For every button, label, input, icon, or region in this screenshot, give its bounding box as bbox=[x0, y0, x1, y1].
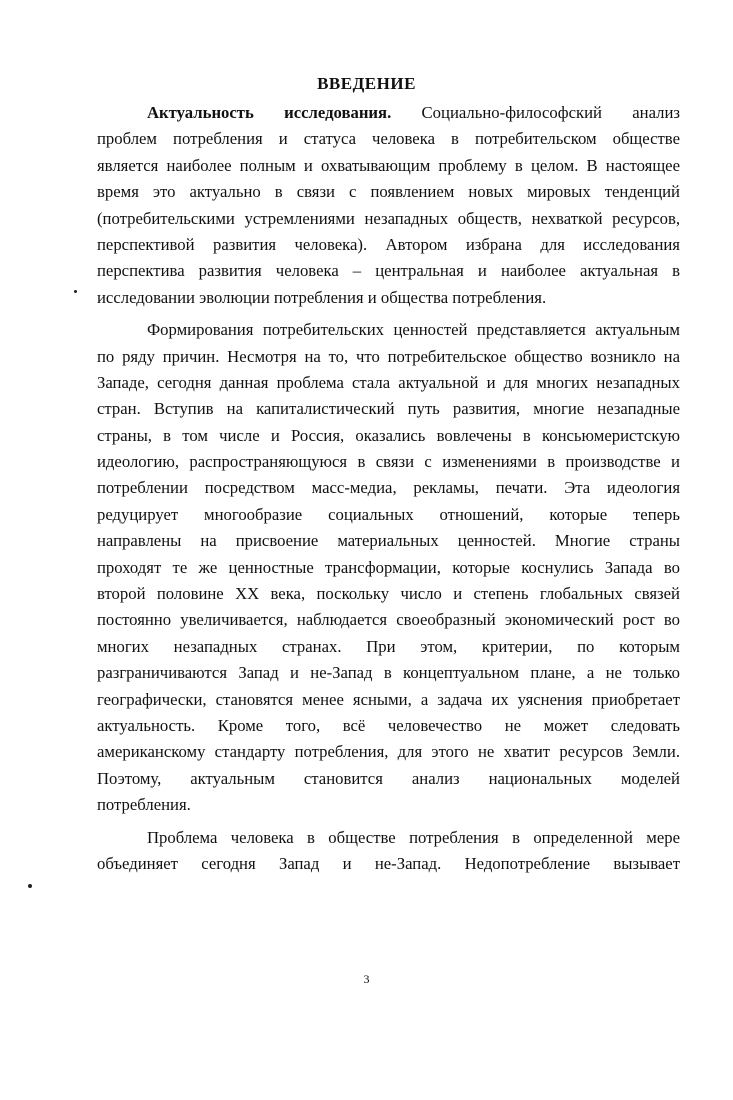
paragraph-3-line-1: Проблема человека в обществе потребления в определенной мере bbox=[147, 827, 680, 847]
paragraph-2-line: второй половине XX века, поскольку число и степень глобальных связей bbox=[97, 584, 680, 604]
page-number: 3 bbox=[363, 972, 370, 986]
paragraph-1-line: проблем потребления и статуса человека в потребительском обществе bbox=[97, 129, 680, 149]
paragraph-2-line: стран. Вступив на капиталистический путь развития, многие незападные bbox=[97, 399, 680, 419]
paragraph-3-line: объединяет сегодня Запад и не-Запад. Недопотребление вызывает bbox=[97, 853, 680, 873]
paragraph-2-line: потреблении посредством масс-медиа, рекламы, печати. Эта идеология bbox=[97, 478, 680, 498]
paragraph-2-line: проходят те же ценностные трансформации, которые коснулись Запада во bbox=[97, 557, 680, 577]
scan-speck bbox=[28, 884, 32, 888]
paragraph-2-line: разграничиваются Запад и не-Запад в концептуальном плане, а не только bbox=[97, 663, 680, 683]
paragraph-2-line: актуальность. Кроме того, всё человечество не может следовать bbox=[97, 715, 680, 735]
body-text bbox=[97, 100, 680, 877]
paragraph-2-line: американскому стандарту потребления, для этого не хватит ресурсов Земли. bbox=[97, 742, 680, 762]
paragraph-1-line: перспективой развития человека). Автором избрана для исследования bbox=[97, 234, 680, 254]
paragraph-2-line: многих незападных странах. При этом, критерии, по которым bbox=[97, 636, 680, 656]
paragraph-1-line: является наиболее полным и охватывающим проблему в целом. В настоящее bbox=[97, 155, 680, 175]
paragraph-1-line: исследовании эволюции потребления и общества потребления. bbox=[97, 287, 547, 307]
paragraph-1-line-1: Актуальность исследования. Социально-философский анализ bbox=[147, 103, 680, 122]
paragraph-2-line: географически, становятся менее ясными, а задача их уяснения приобретает bbox=[97, 689, 680, 709]
paragraph-2-line-1: Формирования потребительских ценностей представляется актуальным bbox=[147, 320, 680, 340]
paragraph-2-line: идеологию, распространяющуюся в связи с изменениями в производстве и bbox=[97, 452, 680, 472]
paragraph-2-line: Поэтому, актуальным становится анализ национальных моделей bbox=[97, 768, 680, 788]
page-title: ВВЕДЕНИЕ bbox=[317, 74, 416, 93]
paragraph-2-line: постоянно увеличивается, наблюдается своеобразный экономический рост во bbox=[97, 610, 680, 630]
scan-speck bbox=[74, 290, 77, 293]
paragraph-1-line: (потребительскими устремлениями незападных обществ, нехваткой ресурсов, bbox=[97, 208, 680, 228]
lead-bold: Актуальность исследования. bbox=[147, 103, 392, 122]
paragraph-2-line: потребления. bbox=[97, 795, 191, 815]
paragraph-2-line: страны, в том числе и Россия, оказались вовлечены в консьюмеристскую bbox=[97, 425, 680, 445]
paragraph-2-line: по ряду причин. Несмотря на то, что потребительское общество возникло на bbox=[97, 346, 680, 366]
paragraph-2-line: Западе, сегодня данная проблема стала актуальной и для многих незападных bbox=[97, 372, 680, 392]
paragraph-2-line: направлены на присвоение материальных ценностей. Многие страны bbox=[97, 531, 680, 551]
paragraph-1-line: время это актуально в связи с появлением новых мировых тенденций bbox=[97, 182, 680, 202]
paragraph-2-line: редуцирует многообразие социальных отношений, которые теперь bbox=[97, 504, 680, 524]
paragraph-1-line: перспектива развития человека – центральная и наиболее актуальная в bbox=[97, 261, 680, 281]
